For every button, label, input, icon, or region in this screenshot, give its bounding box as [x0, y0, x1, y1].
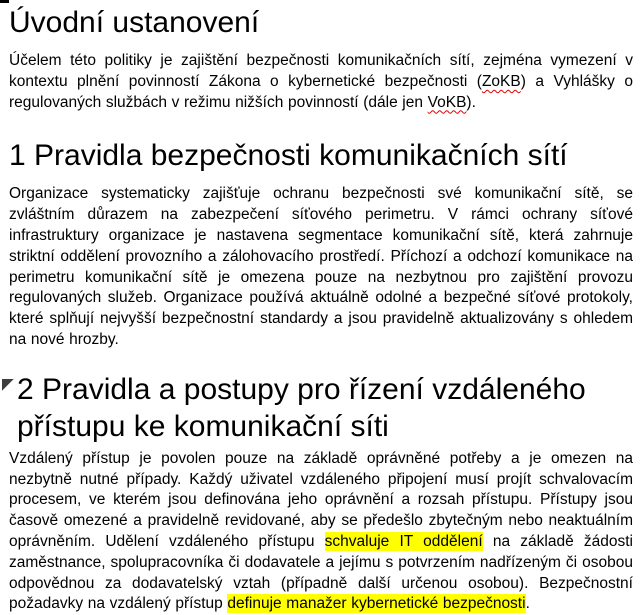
heading-section-1: 1 Pravidla bezpečnosti komunikačních sítí	[9, 139, 568, 173]
paragraph-section-2-text: Vzdálený přístup je povolen pouze na základě oprávněné potřeby a je omezen na nezbytně nutné případy. Každý uživatel vzdáleného připojení musí projít schvalovacím procesem, ve kterém jsou definována jeho oprávnění a rozsah přístupu. Přístupy jsou časově omezené a pravidelně revidované, aby se předešlo zbytečným nebo neaktuálním oprávněním. Udělení vzdáleného přístupu	[9, 449, 633, 550]
paragraph-section-2-text: .	[525, 595, 530, 613]
heading-section-2	[9, 371, 633, 445]
paragraph-section-1: Organizace systematicky zajišťuje ochranu bezpečnosti své komunikační sítě, se zvláštním důrazem na zabezpečení síťového perimetru. V rámci ochrany síťové infrastruktury organizace je nastavena segmentace komunikační sítě, která zahrnuje striktní oddělení provozního a zálohovacího prostředí. Příchozí a odchozí komunikace na perimetru komunikační sítě je omezena pouze na nezbytnou pro zajištění provozu regulovaných služeb. Organizace používá aktuálně odolné a bezpečné síťové protokoly, které splňují nejvyšší bezpečnostní standardy a jsou pravidelně aktualizovány s ohledem na nové hrozby.	[9, 185, 633, 348]
paragraph-intro-text: ) a Vyhlášky o regulovaných službách v režimu nižších povinností (dále jen	[9, 72, 633, 111]
screen-edge-artifact	[0, 0, 9, 3]
heading-section-2-label: 2 Pravidla a postupy pro řízení vzdáleného přístupu ke komunikační síti	[17, 372, 586, 443]
paragraph-section-2-text: na základě žádosti zaměstnance, spolupracovníka či dodavatele a jejímu s potvrzením nadřízeným či osobou odpovědnou za dodavatelský vztah (případně další určenou osobou). Bezpečnostní požadavky na vzdálený přístup	[9, 532, 633, 613]
paragraph-intro	[9, 51, 633, 113]
highlighted-text-definuje-manazer: definuje manažer kybernetické bezpečnosti	[227, 595, 526, 613]
spellcheck-word-vokb: VoKB	[427, 93, 467, 111]
paragraph-intro-text: Účelem této politiky je zajištění bezpečnosti komunikačních sítí, zejména vymezení v kontextu plnění povinností Zákona o kybernetické bezpečnosti (	[9, 52, 633, 90]
paragraph-section-2	[9, 449, 633, 615]
paragraph-intro-text: ).	[466, 93, 476, 111]
heading-collapse-triangle-icon[interactable]	[2, 379, 14, 391]
highlighted-text-schvaluje-it-oddeleni: schvaluje IT oddělení	[324, 532, 483, 550]
heading-uvodni-ustanoveni: Úvodní ustanovení	[9, 6, 260, 39]
spellcheck-word-zokb: ZoKB	[481, 72, 521, 90]
